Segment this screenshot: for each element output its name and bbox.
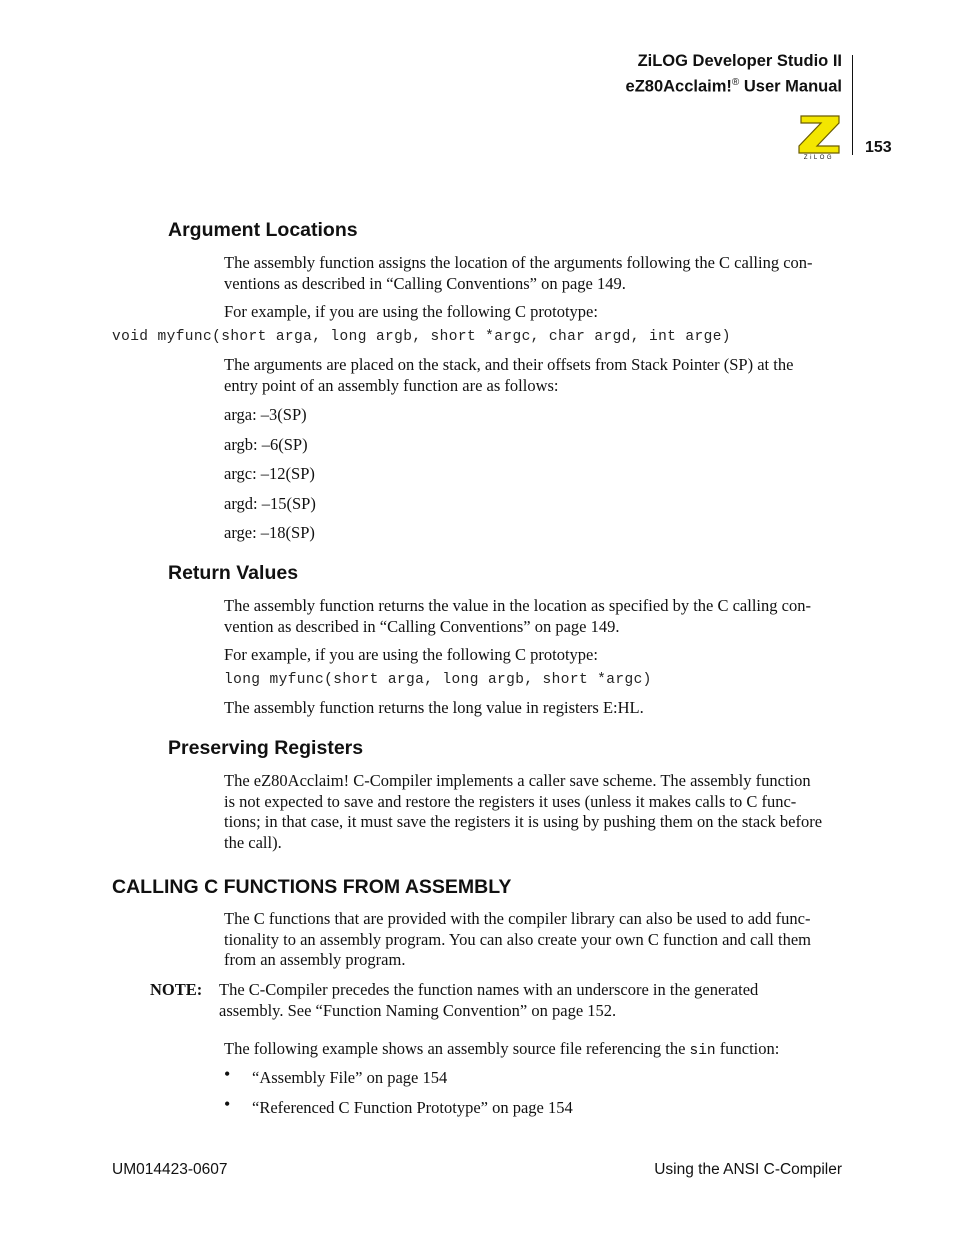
- logo-wordmark: ZiLOG: [803, 155, 835, 160]
- zilog-logo-icon: [795, 112, 843, 160]
- offset-argb: argb: –6(SP): [224, 435, 308, 454]
- heading-calling-c-functions: CALLING C FUNCTIONS FROM ASSEMBLY: [112, 876, 512, 898]
- document-title-line1: ZiLOG Developer Studio II: [637, 52, 842, 70]
- preserve-paragraph: The eZ80Acclaim! C-Compiler implements a caller save scheme. The assembly function is not expected to save and restore the registers it uses (unless it makes calls to C func- tions; in that case, it must save the registers it is using by pushing them on the stack before the call).: [224, 771, 823, 852]
- calling-paragraph: The C functions that are provided with the compiler library can also be used to add func- tionality to an assembly program. You can also create your own C function and call them from an assembly program.: [224, 909, 811, 969]
- arg-paragraph-1: The assembly function assigns the location of the arguments following the C calling con- ventions as described in “Calling Conventions” on page 149.: [224, 253, 813, 293]
- link-referenced-c-prototype[interactable]: “Referenced C Function Prototype” on page 154: [252, 1098, 573, 1117]
- heading-return-values: Return Values: [168, 562, 299, 584]
- heading-preserving-registers: Preserving Registers: [168, 737, 364, 759]
- footer-document-id: UM014423-0607: [112, 1161, 228, 1178]
- document-title: [626, 51, 842, 98]
- heading-argument-locations: Argument Locations: [168, 219, 358, 241]
- offset-argc: argc: –12(SP): [224, 464, 315, 483]
- ret-paragraph-1: The assembly function returns the value in the location as specified by the C calling con- vention as described in “Calling Conventions” on page 149.: [224, 596, 811, 636]
- ret-paragraph-2: For example, if you are using the following C prototype:: [224, 645, 598, 664]
- code-prototype-myfunc: void myfunc(short arga, long argb, short *argc, char argd, int arge): [112, 329, 731, 345]
- link-assembly-file[interactable]: “Assembly File” on page 154: [252, 1068, 448, 1087]
- arg-paragraph-2: For example, if you are using the following C prototype:: [224, 302, 598, 321]
- ret-paragraph-3: The assembly function returns the long value in registers E:HL.: [224, 698, 644, 717]
- header-divider: [852, 55, 853, 155]
- bullet-dot-icon: •: [224, 1094, 231, 1114]
- inline-code-sin: sin: [689, 1043, 716, 1059]
- example-paragraph: The following example shows an assembly source file referencing the sin function:: [224, 1039, 780, 1059]
- note-text: The C-Compiler precedes the function names with an underscore in the generated assembly. See “Function Naming Convention” on page 152.: [219, 980, 759, 1020]
- bullet-dot-icon: •: [224, 1064, 231, 1084]
- offset-arga: arga: –3(SP): [224, 405, 307, 424]
- footer-chapter: Using the ANSI C-Compiler: [654, 1161, 842, 1178]
- offset-arge: arge: –18(SP): [224, 523, 315, 542]
- page-number: 153: [865, 139, 892, 156]
- note-label: NOTE:: [150, 980, 203, 999]
- arg-paragraph-3: The arguments are placed on the stack, and their offsets from Stack Pointer (SP) at the entry point of an assembly function are as follows:: [224, 355, 794, 395]
- document-title-line2: eZ80Acclaim!® User Manual: [625, 77, 842, 96]
- code-prototype-long-myfunc: long myfunc(short arga, long argb, short *argc): [224, 672, 652, 688]
- offset-argd: argd: –15(SP): [224, 494, 316, 513]
